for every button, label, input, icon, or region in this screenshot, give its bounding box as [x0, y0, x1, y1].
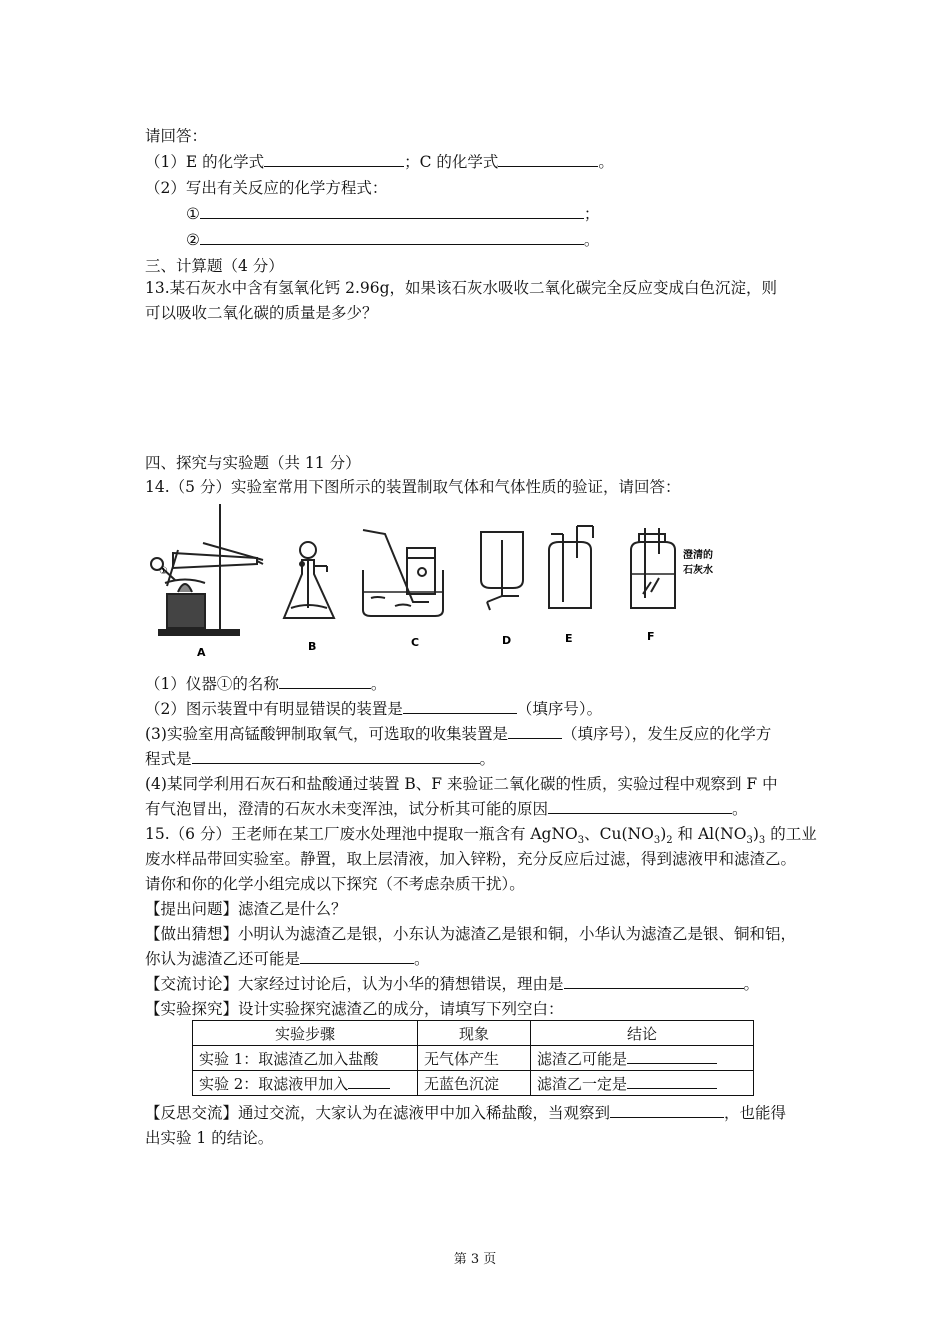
subscript: 3 [758, 835, 766, 847]
question-14-part-2 [145, 699, 602, 719]
instrument-1-marker: ① [159, 566, 168, 577]
question-14-part-4-line-2 [145, 799, 748, 819]
table-cell: 无蓝色沉淀 [418, 1071, 531, 1096]
label-a: A [197, 646, 206, 658]
question-15-line-3: 请你和你的化学小组完成以下探究（不考虑杂质干扰）。 [145, 875, 525, 893]
text: 的工业 [765, 825, 817, 843]
text: ② [186, 231, 200, 249]
experiment-table [192, 1020, 754, 1096]
question-14-part-3-line-2 [145, 749, 495, 769]
answer-blank[interactable] [548, 799, 732, 814]
text: 。 [370, 675, 387, 693]
text: ； [583, 205, 600, 223]
label-b: B [308, 640, 317, 653]
table-row [193, 1071, 754, 1096]
apparatus-e-bottle [549, 526, 593, 608]
subscript: 2 [666, 835, 673, 847]
text: （1）E 的化学式 [145, 153, 265, 171]
limewater-note-line-2: 石灰水 [683, 565, 713, 576]
reflection-line-1 [145, 1103, 786, 1123]
answer-blank[interactable] [564, 974, 744, 989]
answer-prompt: 请回答： [145, 127, 208, 145]
table-cell [531, 1046, 754, 1071]
answer-blank[interactable] [403, 699, 517, 714]
text: 。 [479, 750, 496, 768]
raise-question: 【提出问题】滤渣乙是什么？ [145, 900, 347, 918]
answer-blank[interactable] [498, 152, 598, 167]
table-header-row [193, 1021, 754, 1046]
apparatus-b-conical-flask [284, 542, 334, 618]
hypothesis-line-2 [145, 949, 430, 969]
text: 【反思交流】通过交流，大家认为在滤液甲中加入稀盐酸，当观察到 [145, 1104, 611, 1122]
table-header: 结论 [531, 1021, 754, 1046]
text: 。 [414, 950, 430, 968]
question-14-part-3-line-1 [145, 724, 771, 744]
answer-blank[interactable] [200, 230, 584, 245]
subscript: 3 [746, 835, 753, 847]
text: ① [186, 205, 200, 223]
equation-line-2 [186, 230, 599, 250]
text: (3)实验室用高锰酸钾制取氧气，可选取的收集装置是 [145, 725, 508, 743]
subscript: 3 [653, 835, 661, 847]
table-cell: 实验 1：取滤渣乙加入盐酸 [193, 1046, 418, 1071]
text: 。 [598, 153, 614, 171]
answer-blank[interactable] [627, 1074, 717, 1089]
table-header: 实验步骤 [193, 1021, 418, 1046]
answer-blank[interactable] [279, 674, 371, 689]
label-d: D [502, 634, 512, 647]
text: （1）仪器①的名称 [145, 675, 279, 693]
text: 、Cu(NO [584, 825, 654, 843]
text: ，也能得 [724, 1104, 787, 1122]
text: （填序号），发生反应的化学方 [561, 725, 772, 743]
section-3-heading: 三、计算题（4 分） [145, 257, 284, 275]
page-number: 第 3 页 [453, 1252, 497, 1267]
text: 程式是 [145, 750, 192, 768]
answer-blank[interactable] [508, 724, 562, 739]
text: 和 Al(NO [672, 825, 747, 843]
section-4-heading: 四、探究与实验题（共 11 分） [145, 454, 361, 472]
equation-line-1 [186, 204, 599, 224]
text: 有气泡冒出，澄清的石灰水未变浑浊，试分析其可能的原因 [145, 800, 549, 818]
limewater-note-line-1: 澄清的 [683, 550, 713, 561]
text: 实验 2：取滤液甲加入 [199, 1074, 349, 1093]
table-row [193, 1046, 754, 1071]
answer-blank[interactable] [264, 152, 404, 167]
apparatus-f-limewater-bottle [631, 528, 675, 608]
apparatus-d-gas-tube [481, 532, 523, 610]
question-13-line-1: 13.某石灰水中含有氢氧化钙 2.96g，如果该石灰水吸收二氧化碳完全反应变成白色沉淀，则 [145, 279, 778, 297]
label-e: E [565, 632, 573, 645]
discussion-line [145, 974, 759, 994]
text: ) [660, 825, 667, 843]
table-header: 现象 [418, 1021, 531, 1046]
question-14-part-1 [145, 674, 386, 694]
table-cell [531, 1071, 754, 1096]
table-cell [193, 1071, 418, 1096]
answer-blank[interactable] [610, 1103, 724, 1118]
text: 【交流讨论】大家经过讨论后，认为小华的猜想错误，理由是 [145, 975, 564, 993]
reflection-line-2: 出实验 1 的结论。 [145, 1129, 274, 1147]
text: 你认为滤渣乙还可能是 [145, 950, 301, 968]
apparatus-c-water-trough [363, 530, 443, 616]
text: 滤渣乙一定是 [537, 1074, 628, 1093]
text: （填序号）。 [516, 700, 603, 718]
text: ；C 的化学式 [404, 153, 499, 171]
question-13-line-2: 可以吸收二氧化碳的质量是多少？ [145, 304, 378, 322]
question-12-part-2: （2）写出有关反应的化学方程式： [145, 179, 388, 197]
question-15-line-2: 废水样品带回实验室。静置，取上层清液，加入锌粉，充分反应后过滤，得到滤液甲和滤渣乙。 [145, 850, 797, 868]
apparatus-figure [145, 498, 725, 658]
label-c: C [411, 636, 420, 649]
question-14-part-4-line-1: (4)某同学利用石灰石和盐酸通过装置 B、F 来验证二氧化碳的性质，实验过程中观察到 F 中 [145, 775, 778, 793]
answer-blank[interactable] [192, 749, 480, 764]
text: 15.（6 分）王老师在某工厂废水处理池中提取一瓶含有 AgNO [145, 825, 578, 843]
text: ) [752, 825, 759, 843]
answer-blank[interactable] [300, 949, 414, 964]
answer-blank[interactable] [627, 1049, 717, 1064]
table-cell: 无气体产生 [418, 1046, 531, 1071]
answer-blank[interactable] [348, 1074, 390, 1089]
question-12-part-1 [145, 152, 614, 172]
hypothesis-line-1: 【做出猜想】小明认为滤渣乙是银，小东认为滤渣乙是银和铜，小华认为滤渣乙是银、铜和铝， [145, 925, 797, 943]
subscript: 3 [577, 835, 585, 847]
text: 。 [583, 231, 600, 249]
text: 滤渣乙可能是 [537, 1049, 628, 1068]
experiment-intro: 【实验探究】设计实验探究滤渣乙的成分，请填写下列空白： [145, 1000, 564, 1018]
question-14-stem: 14.（5 分）实验室常用下图所示的装置制取气体和气体性质的验证，请回答： [145, 478, 681, 496]
question-15-line-1 [145, 824, 817, 847]
label-f: F [647, 630, 655, 643]
text: 。 [743, 975, 760, 993]
text: （2）图示装置中有明显错误的装置是 [145, 700, 403, 718]
answer-blank[interactable] [200, 204, 584, 219]
text: 。 [732, 800, 748, 818]
